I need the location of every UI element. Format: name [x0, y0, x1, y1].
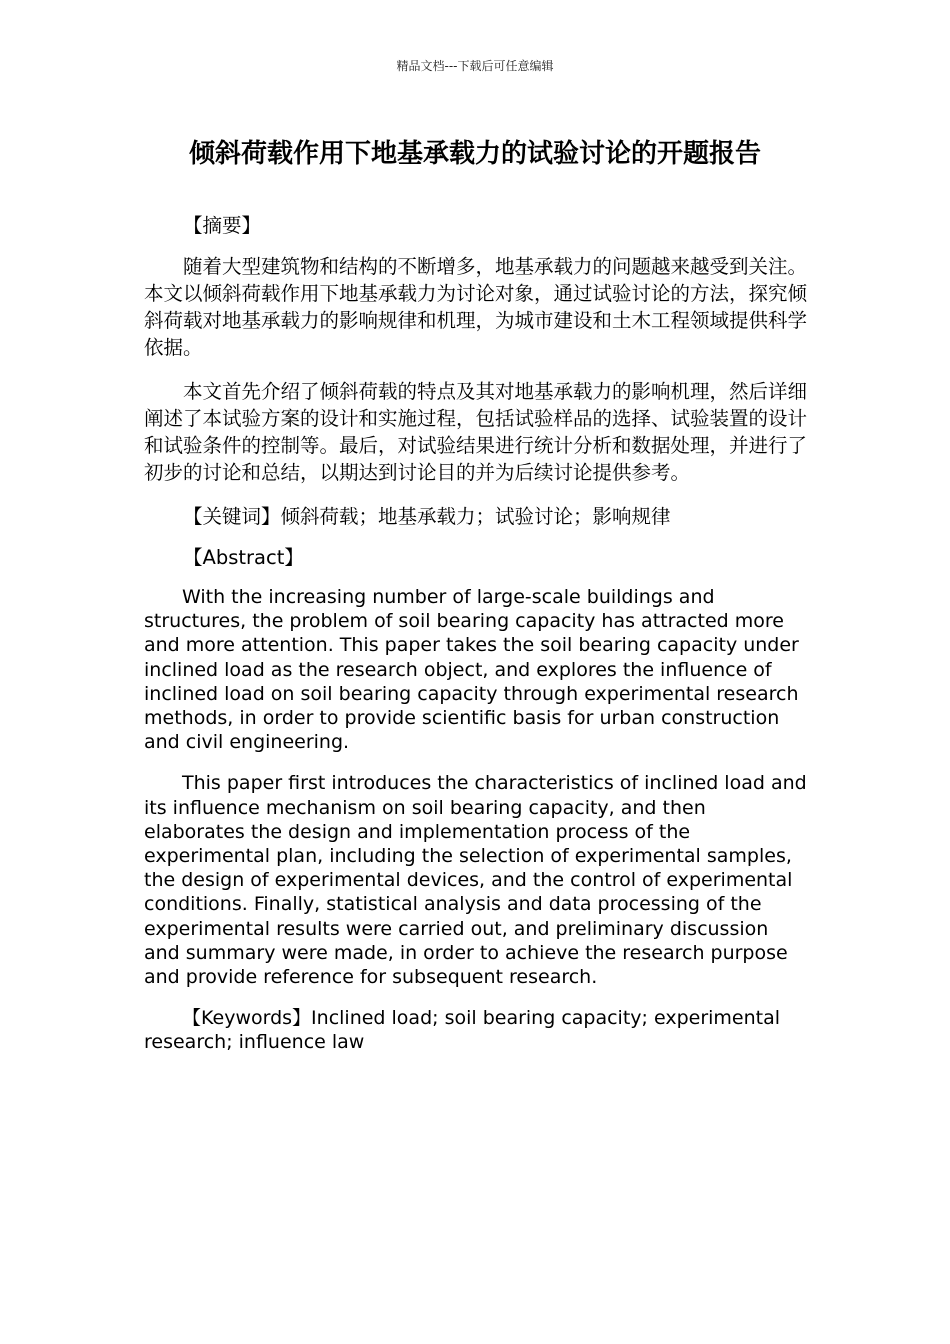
abstract-cn-paragraph-1: 随着大型建筑物和结构的不断增多，地基承载力的问题越来越受到关注。本文以倾斜荷载作用下地基承载力为讨论对象，通过试验讨论的方法，探究倾斜荷载对地基承载力的影响规律和机理，为城市建设和土木工程领域提供科学依据。: [144, 255, 808, 359]
abstract-en-paragraph-1: With the increasing number of large-scale buildings and structures, the problem of soil bearing capacity has attracted more and more attention. This paper takes the soil bearing capacity under inclined load as the research object, and explores the influence of inclined load on soil bearing capacity through experimental research methods, in order to provide scientific basis for urban construction and civil engineering.: [144, 586, 799, 754]
keywords-cn: 【关键词】倾斜荷载；地基承载力；试验讨论；影响规律: [183, 505, 671, 528]
abstract-en-paragraph-2: This paper first introduces the characteristics of inclined load and its influence mechanism on soil bearing capacity, and then elaborates the design and implementation process of the experimental plan, including the selection of experimental samples, the design of experimental devices, and the control of experimental conditions. Finally, statistical analysis and data processing of the experimental results were carried out, and preliminary discussion and summary were made, in order to achieve the research purpose and provide reference for subsequent research.: [144, 772, 807, 989]
abstract-en-heading: 【Abstract】: [183, 546, 304, 569]
header-note: 精品文档---下载后可任意编辑: [396, 59, 554, 73]
abstract-cn-heading: 【摘要】: [183, 214, 262, 237]
abstract-cn-paragraph-2: 本文首先介绍了倾斜荷载的特点及其对地基承载力的影响机理，然后详细阐述了本试验方案的设计和实施过程，包括试验样品的选择、试验装置的设计和试验条件的控制等。最后，对试验结果进行统计分析和数据处理，并进行了初步的讨论和总结，以期达到讨论目的并为后续讨论提供参考。: [144, 380, 808, 484]
keywords-en: 【Keywords】Inclined load; soil bearing capacity; experimental research; influence law: [144, 1007, 781, 1054]
document-body: [144, 212, 809, 1072]
document-title: 倾斜荷载作用下地基承载力的试验讨论的开题报告: [188, 139, 761, 169]
